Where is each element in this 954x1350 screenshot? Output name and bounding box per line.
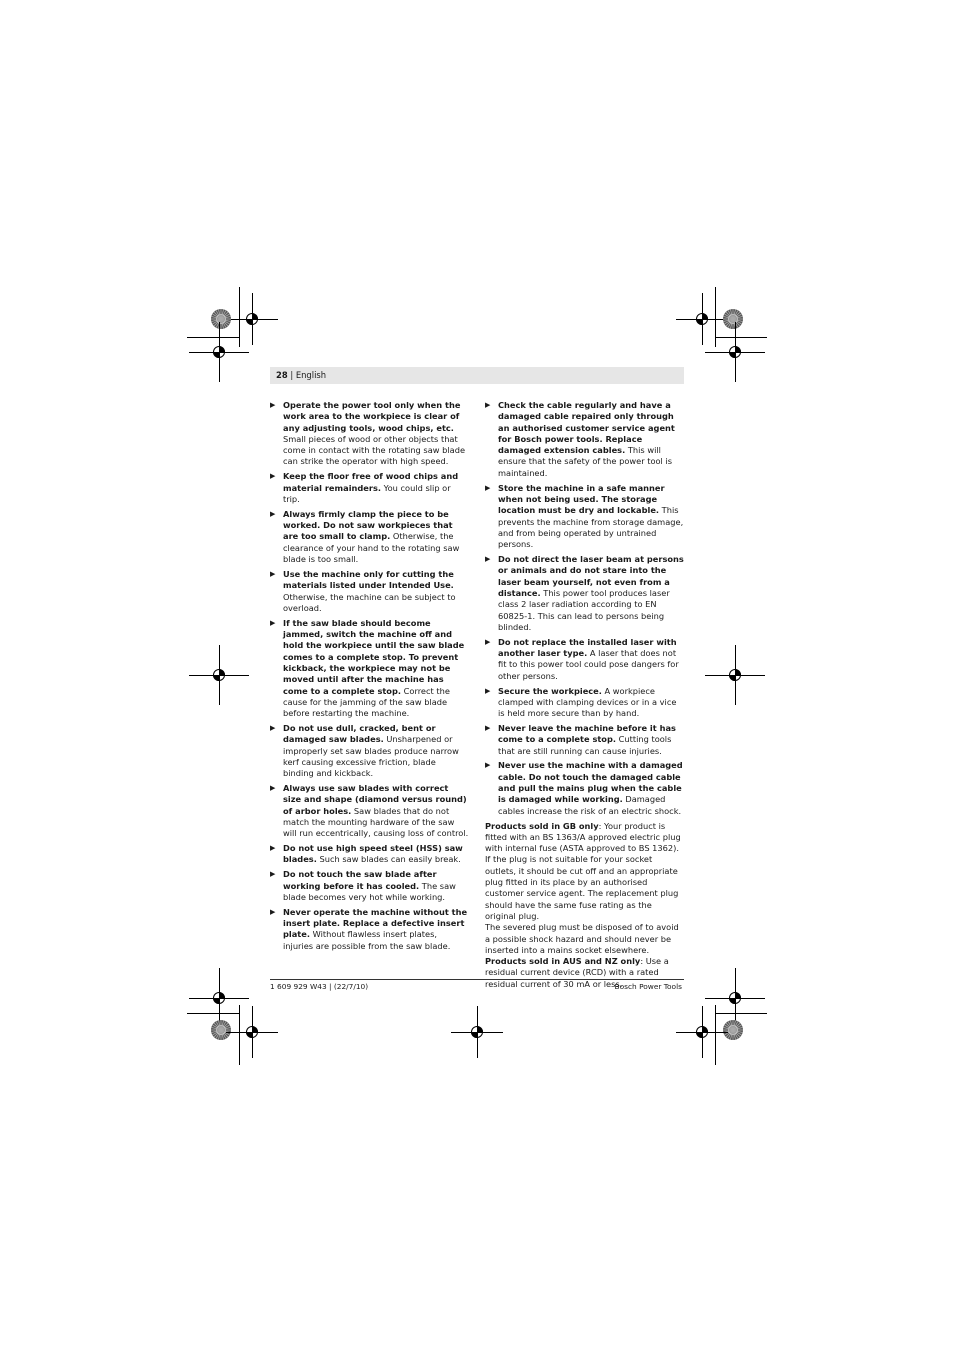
gb-notice: Products sold in GB only: Your product is fitted with an BS 1363/A approved electric plug with internal fuse (ASTA approved to BS 1362).	[485, 820, 681, 854]
color-wheel-icon	[722, 308, 744, 330]
triangle-right-icon: ▶	[270, 472, 276, 481]
triangle-right-icon: ▶	[485, 483, 491, 492]
triangle-right-icon: ▶	[270, 784, 276, 793]
page-number: 28	[276, 370, 288, 380]
triangle-right-icon: ▶	[485, 555, 491, 564]
color-wheel-icon	[210, 308, 232, 330]
triangle-right-icon: ▶	[270, 723, 276, 732]
safety-item: ▶ Do not direct the laser beam at persons or animals and do not stare into the laser beam yourself, not even from a distance. This power tool produces laser class 2 laser radiation according to EN 60825-1. This can lead to persons being blinded.	[485, 554, 684, 632]
registration-target-icon	[728, 668, 742, 682]
footer-rule	[270, 979, 684, 980]
safety-item: ▶ Store the machine in a safe manner when not being used. The storage location must be dry and lockable. This prevents the machine from storage damage, and from being operated by untrained persons.	[485, 482, 684, 550]
safety-item: ▶ Check the cable regularly and have a damaged cable repaired only through an authorised customer service agent for Bosch power tools. Replace damaged extension cables. This will ensure that the safety of the power tool is maintained.	[485, 400, 675, 478]
safety-item: ▶ Do not replace the installed laser with another laser type. A laser that does not fit to this power tool could pose dangers for other persons.	[485, 636, 679, 681]
registration-target-icon	[212, 345, 226, 359]
triangle-right-icon: ▶	[485, 723, 491, 732]
safety-item: ▶ Use the machine only for cutting the materials listed under Intended Use. Otherwise, the machine can be subject to overload.	[270, 568, 456, 613]
header-separator: |	[290, 370, 294, 380]
triangle-right-icon: ▶	[270, 618, 276, 627]
triangle-right-icon: ▶	[270, 401, 276, 409]
color-wheel-icon	[210, 1019, 232, 1041]
left-column	[270, 400, 469, 956]
triangle-right-icon: ▶	[270, 569, 276, 578]
header-section: English	[295, 370, 327, 380]
registration-target-icon	[212, 991, 226, 1005]
triangle-right-icon: ▶	[270, 509, 276, 518]
safety-item: ▶ Never use the machine with a damaged cable. Do not touch the damaged cable and pull the mains plug when the cable is damaged while working. Damaged cables increase the risk of an electric shock.	[485, 760, 683, 816]
footer-brand: Bosch Power Tools	[614, 982, 682, 991]
safety-item: ▶ Keep the floor free of wood chips and material remainders. You could slip or trip.	[270, 471, 459, 504]
registration-target-icon	[728, 991, 742, 1005]
triangle-right-icon: ▶	[270, 844, 276, 853]
right-column	[485, 400, 684, 990]
safety-item: ▶ Do not use dull, cracked, bent or damaged saw blades. Unsharpened or improperly set saw blades produce narrow kerf causing excessive friction, blade binding and kickback.	[270, 722, 459, 779]
triangle-right-icon: ▶	[485, 637, 491, 646]
registration-target-icon	[212, 668, 226, 682]
page-header	[270, 367, 684, 384]
registration-target-icon	[245, 1025, 259, 1039]
registration-target-icon	[245, 312, 259, 326]
safety-item: ▶ Always use saw blades with correct size and shape (diamond versus round) of arbor holes. Saw blades that do not match the mounting hardware of the saw will run eccentrically, causing loss of control.	[270, 783, 469, 839]
registration-target-icon	[470, 1025, 484, 1039]
color-wheel-icon	[722, 1019, 744, 1041]
safety-item: ▶ Never leave the machine before it has come to a complete stop. Cutting tools that are still running can cause injuries.	[485, 722, 676, 756]
triangle-right-icon: ▶	[485, 686, 491, 695]
safety-item: ▶ If the saw blade should become jammed, switch the machine off and hold the workpiece until the saw blade comes to a complete stop. To prevent kickback, the workpiece may not be moved until after the machine has come to a complete stop. Correct the cause for the jamming of the saw blade before restarting the machine.	[270, 617, 465, 719]
gb-notice-disposal: The severed plug must be disposed of to avoid a possible shock hazard and should never be inserted into a mains socket elsewhere.	[485, 922, 679, 955]
footer-doc-number: 1 609 929 W43 | (22/7/10)	[270, 982, 369, 991]
safety-item: ▶ Always firmly clamp the piece to be worked. Do not saw workpieces that are too small to clamp. Otherwise, the clearance of your hand to the rotating saw blade is too small.	[270, 508, 460, 565]
safety-item: ▶ Operate the power tool only when the work area to the workpiece is clear of any adjusting tools, wood chips, etc. Small pieces of wood or other objects that come in contact with the rotating saw blade can strike the operator with high speed.	[270, 400, 466, 467]
safety-item: ▶ Do not use high speed steel (HSS) saw blades. Such saw blades can easily break.	[270, 843, 463, 865]
registration-target-icon	[695, 1025, 709, 1039]
registration-target-icon	[728, 345, 742, 359]
gb-notice-plug: If the plug is not suitable for your socket outlets, it should be cut off and an appropriate plug fitted in its place by an authorised customer service agent. The replacement plug should have the same fuse rating as the original plug.	[485, 854, 679, 921]
safety-item: ▶ Never operate the machine without the insert plate. Replace a defective insert plate. Without flawless insert plates, injuries are possible from the saw blade.	[270, 906, 468, 951]
triangle-right-icon: ▶	[270, 870, 276, 879]
safety-item: ▶ Secure the workpiece. A workpiece clamped with clamping devices or in a vice is held more secure than by hand.	[485, 685, 677, 719]
triangle-right-icon: ▶	[270, 907, 276, 916]
safety-item: ▶ Do not touch the saw blade after working before it has cooled. The saw blade becomes very hot while working.	[270, 869, 456, 902]
registration-target-icon	[695, 312, 709, 326]
aus-notice: Products sold in AUS and NZ only: Use a residual current device (RCD) with a rated residual current of 30 mA or less.	[485, 956, 669, 989]
triangle-right-icon: ▶	[485, 761, 491, 770]
triangle-right-icon: ▶	[485, 401, 491, 409]
